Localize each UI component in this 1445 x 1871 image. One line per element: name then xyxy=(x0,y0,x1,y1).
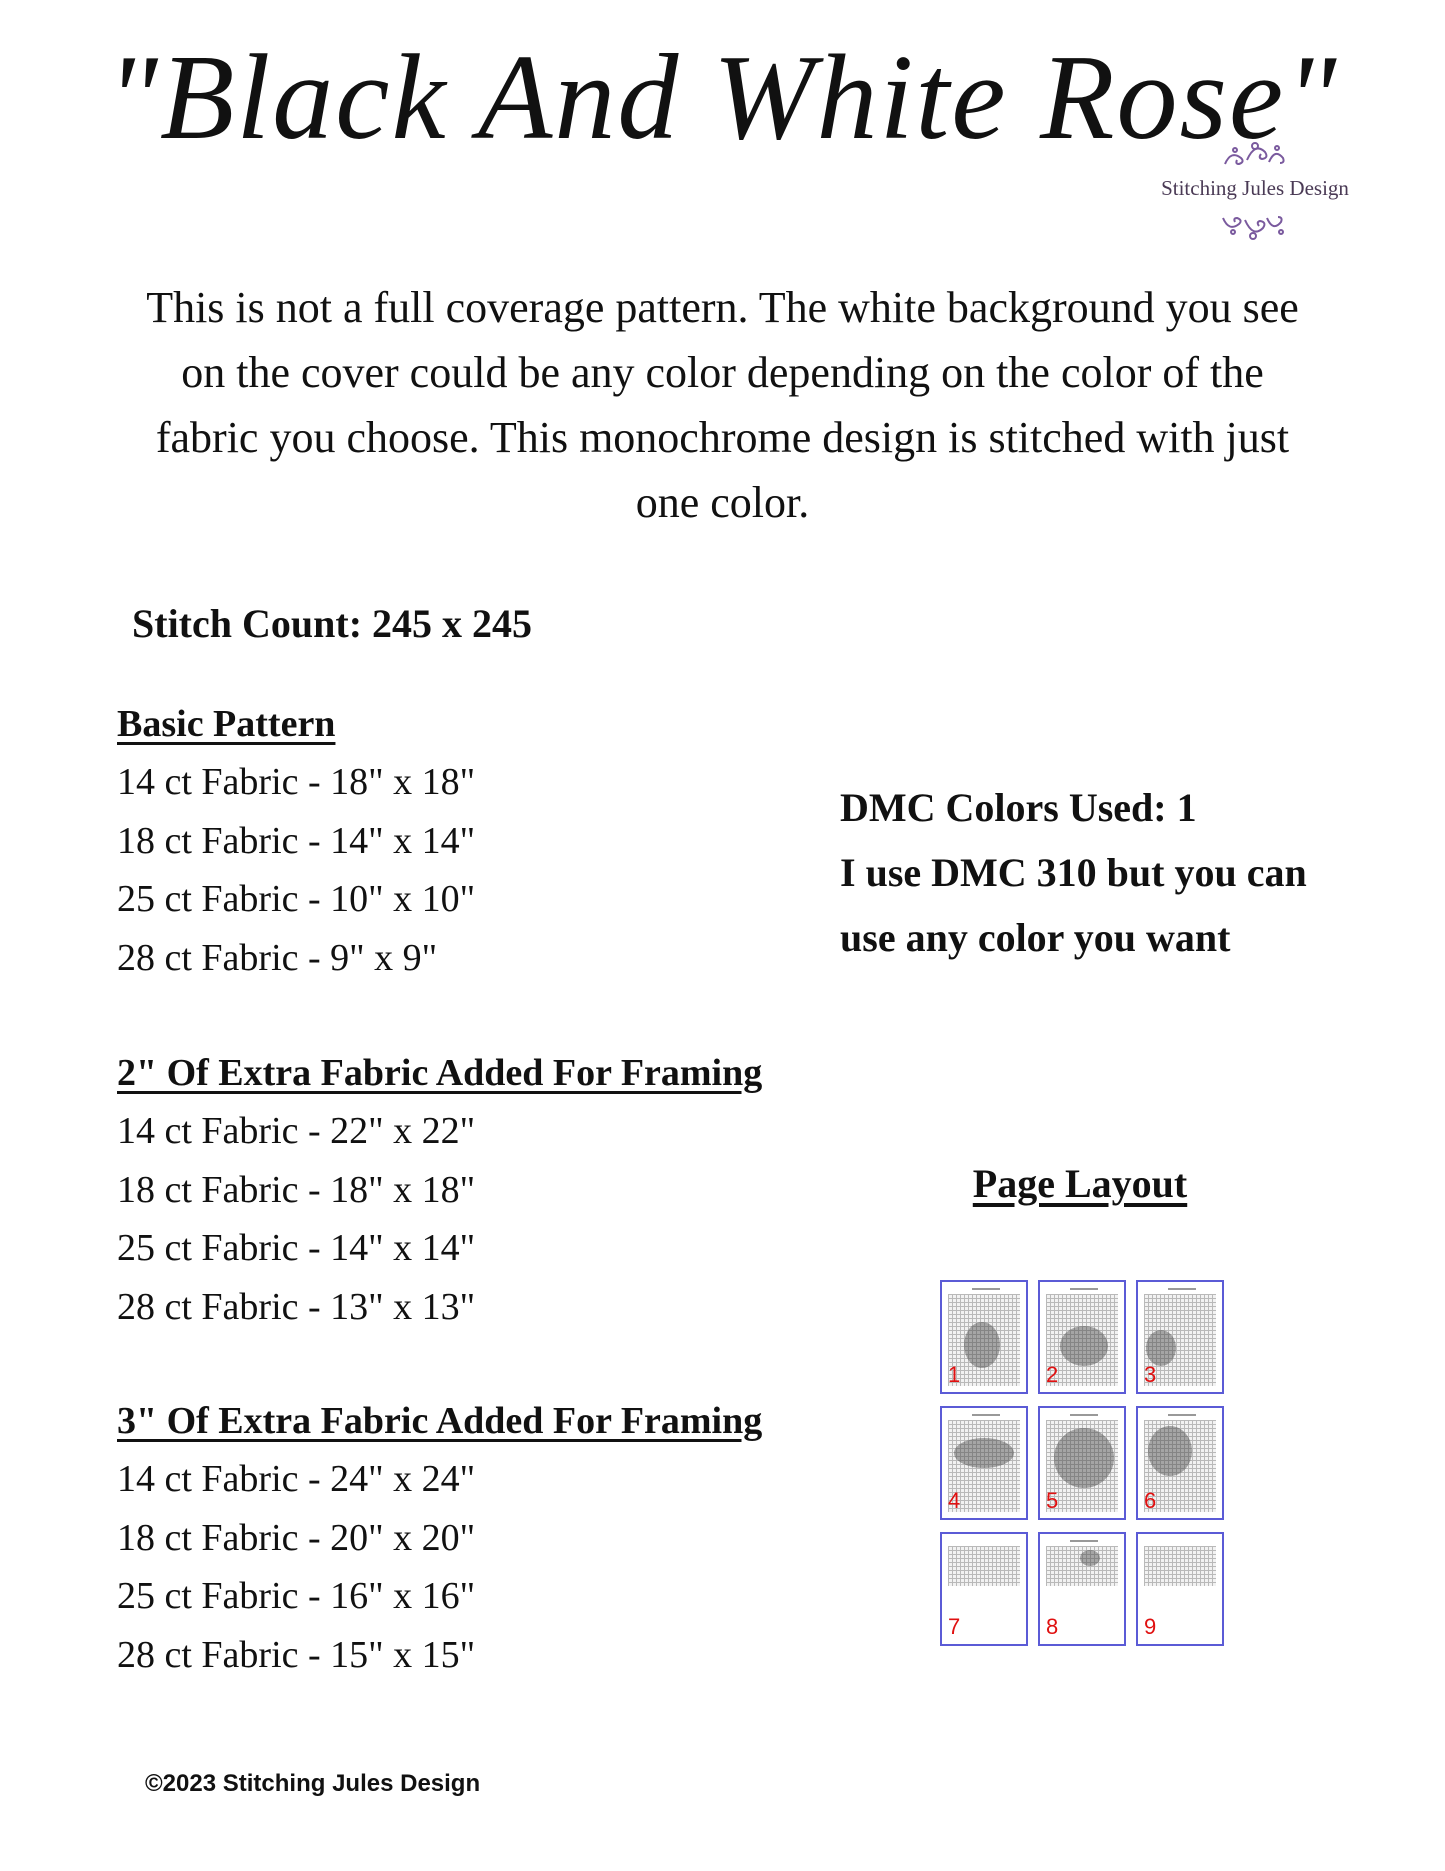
fabric-size-item: 14 ct Fabric - 18" x 18" xyxy=(117,761,476,803)
page-number: 6 xyxy=(1144,1488,1157,1513)
fabric-size-item: 25 ct Fabric - 14" x 14" xyxy=(117,1227,476,1269)
extra-2in-section xyxy=(117,1044,762,1336)
fabric-size-item: 25 ct Fabric - 16" x 16" xyxy=(117,1575,476,1617)
page-number: 8 xyxy=(1046,1614,1059,1639)
fabric-size-item: 28 ct Fabric - 9" x 9" xyxy=(117,936,438,979)
dmc-line: DMC Colors Used: 1 xyxy=(840,785,1197,830)
page-thumbnail xyxy=(1038,1280,1126,1394)
fabric-size-item: 18 ct Fabric - 14" x 14" xyxy=(117,819,476,862)
swirl-ornament-icon xyxy=(1205,140,1305,172)
page-thumbnail xyxy=(1038,1532,1126,1646)
swirl-ornament-icon xyxy=(1205,210,1305,242)
page-number: 3 xyxy=(1144,1362,1157,1387)
page-number: 2 xyxy=(1046,1362,1059,1387)
page-number: 5 xyxy=(1046,1488,1059,1513)
page-thumbnail xyxy=(1136,1280,1224,1394)
page-thumbnail xyxy=(1038,1406,1126,1520)
page-thumbnail xyxy=(940,1532,1028,1646)
page-number: 1 xyxy=(948,1362,961,1387)
fabric-size-list xyxy=(117,1450,762,1684)
section-heading: Basic Pattern xyxy=(117,703,336,745)
page-thumbnail xyxy=(940,1406,1028,1520)
brand-logo xyxy=(1160,140,1350,250)
page-number: 4 xyxy=(948,1488,961,1513)
page-layout-heading: Page Layout xyxy=(972,1161,1188,1206)
fabric-size-item: 14 ct Fabric - 22" x 22" xyxy=(117,1110,476,1152)
fabric-size-list xyxy=(117,753,475,987)
fabric-size-item: 28 ct Fabric - 13" x 13" xyxy=(117,1285,476,1328)
fabric-size-item: 18 ct Fabric - 20" x 20" xyxy=(117,1516,476,1559)
page-thumbnail xyxy=(940,1280,1028,1394)
extra-3in-section xyxy=(117,1392,762,1684)
brand-logo-text: Stitching Jules Design xyxy=(1161,176,1349,200)
dmc-colors-info xyxy=(840,775,1307,970)
fabric-size-item: 28 ct Fabric - 15" x 15" xyxy=(117,1633,476,1676)
intro-paragraph: This is not a full coverage pattern. The white background you see on the cover could be any color depending on the color of the fabric you choose. This monochrome design is stitched with just one color. xyxy=(146,283,1299,527)
dmc-line: I use DMC 310 but you can xyxy=(840,850,1307,895)
fabric-size-item: 14 ct Fabric - 24" x 24" xyxy=(117,1458,476,1500)
section-heading: 2" Of Extra Fabric Added For Framing xyxy=(117,1052,763,1094)
fabric-size-list xyxy=(117,1102,762,1336)
page-number: 7 xyxy=(948,1614,961,1639)
stitch-count: Stitch Count: 245 x 245 xyxy=(132,601,533,646)
page-thumbnail xyxy=(1136,1406,1224,1520)
page-layout-grid xyxy=(940,1280,1230,1646)
fabric-size-item: 25 ct Fabric - 10" x 10" xyxy=(117,878,476,920)
section-heading: 3" Of Extra Fabric Added For Framing xyxy=(117,1400,763,1442)
page-thumbnail xyxy=(1136,1532,1224,1646)
basic-pattern-section xyxy=(117,695,475,987)
copyright-notice: ©2023 Stitching Jules Design xyxy=(145,1770,481,1797)
document-title: "Black And White Rose" xyxy=(106,30,1339,165)
fabric-size-item: 18 ct Fabric - 18" x 18" xyxy=(117,1168,476,1211)
dmc-line: use any color you want xyxy=(840,915,1231,960)
page-number: 9 xyxy=(1144,1614,1157,1639)
